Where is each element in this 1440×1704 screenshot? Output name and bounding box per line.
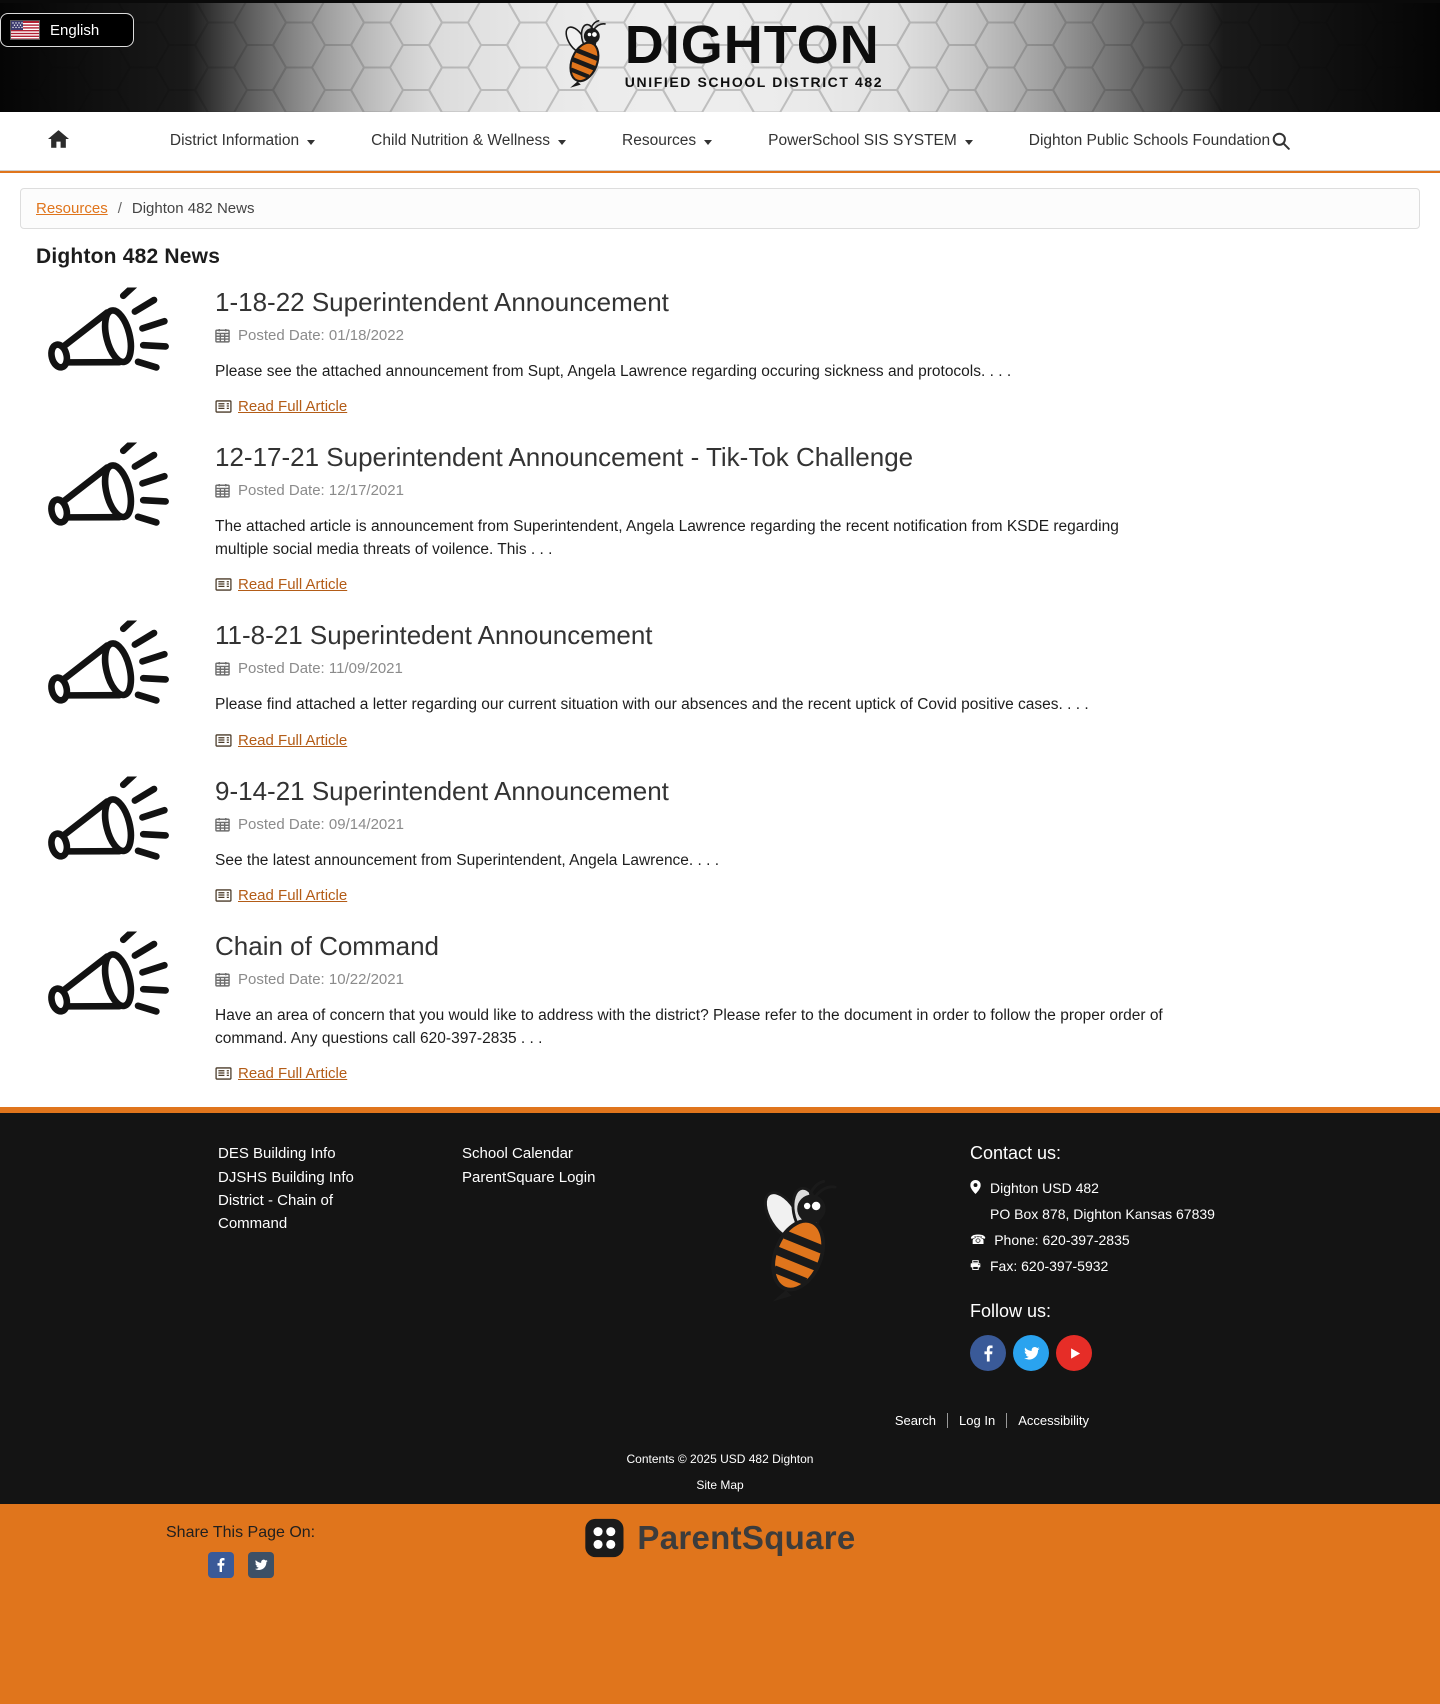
contact-phone-line <box>970 1230 1400 1251</box>
main-navigation <box>0 112 1440 170</box>
footer-link-des-building[interactable]: DES Building Info <box>218 1145 336 1163</box>
posted-date-text: Posted Date: 11/09/2021 <box>238 660 403 678</box>
copyright-text: Contents © 2025 USD 482 Dighton <box>626 1452 814 1467</box>
contact-district: Dighton USD 482 <box>990 1180 1099 1197</box>
article-posted-date <box>215 816 1380 833</box>
contact-fax: Fax: 620-397-5932 <box>990 1258 1109 1275</box>
article-body <box>215 434 1440 596</box>
site-map-link[interactable]: Site Map <box>696 1478 744 1493</box>
article-excerpt: The attached article is announcement from Superintendent, Angela Lawrence regarding the recent notification from KSDE regarding multiple social media threats of voilence. This . . . <box>215 518 1119 558</box>
article-posted-date <box>215 971 1380 988</box>
twitter-icon <box>1023 1345 1040 1362</box>
read-full-article-link[interactable] <box>215 887 347 904</box>
article-excerpt: Please see the attached announcement from Supt, Angela Lawrence regarding occuring sickness and protocols. . . . <box>215 363 1012 380</box>
newspaper-icon <box>215 1067 232 1080</box>
nav-item-powerschool[interactable] <box>768 132 973 150</box>
article-title[interactable]: 1-18-22 Superintendent Announcement <box>215 287 669 317</box>
calendar-icon <box>215 972 230 987</box>
share-label: Share This Page On: <box>166 1524 316 1542</box>
read-link-text: Read Full Article <box>238 576 348 594</box>
article-excerpt: See the latest announcement from Superintendent, Angela Lawrence. . . . <box>215 851 720 869</box>
home-button[interactable] <box>48 130 69 153</box>
article-posted-date <box>215 327 1380 344</box>
chevron-down-icon <box>704 140 712 145</box>
read-full-article-link[interactable] <box>215 398 347 415</box>
page-title: Dighton 482 News <box>36 245 221 268</box>
article-title[interactable]: 12-17-21 Superintendent Announcement - Tik-Tok Challenge <box>215 442 914 473</box>
article-posted-date <box>215 660 1380 677</box>
footer-utility-links <box>0 1413 1440 1428</box>
chevron-down-icon <box>965 140 973 145</box>
follow-heading: Follow us: <box>970 1301 1052 1322</box>
logo-subtitle: UNIFIED SCHOOL DISTRICT 482 <box>624 74 884 91</box>
calendar-icon <box>215 661 230 676</box>
share-icons <box>166 1552 315 1578</box>
nav-item-label: PowerSchool SIS SYSTEM <box>768 132 957 149</box>
megaphone-icon <box>0 279 215 418</box>
news-list <box>0 279 1440 1107</box>
newspaper-icon <box>215 400 232 413</box>
language-selector[interactable] <box>0 13 134 47</box>
article-excerpt: Have an area of concern that you would like to address with the district? Please refer to the document in order to follow the proper order of command. Any questions call 620-397-2835 . . . <box>215 1007 1163 1047</box>
news-article <box>0 923 1440 1085</box>
logo-title: DIGHTON <box>624 14 880 75</box>
footer-login-link[interactable]: Log In <box>948 1413 1007 1428</box>
search-icon <box>1272 132 1290 150</box>
footer-hornet-mascot <box>632 1143 970 1311</box>
footer-quick-links <box>218 1143 368 1236</box>
article-title[interactable]: 11-8-21 Superintedent Announcement <box>215 620 653 651</box>
contact-phone: Phone: 620-397-2835 <box>994 1232 1130 1249</box>
nav-item-label: District Information <box>169 132 300 149</box>
breadcrumb-resources-link[interactable]: Resources <box>36 200 108 217</box>
hornet-mascot-icon <box>557 11 615 102</box>
nav-item-label: Child Nutrition & Wellness <box>371 132 551 149</box>
footer-link-parentsquare-login[interactable]: ParentSquare Login <box>462 1168 596 1186</box>
facebook-icon <box>984 1345 993 1362</box>
footer-accessibility-link[interactable]: Accessibility <box>1018 1413 1089 1429</box>
phone-icon: ☎ <box>970 1232 987 1248</box>
footer-search-link[interactable]: Search <box>884 1413 948 1428</box>
footer-columns <box>0 1143 1440 1371</box>
bottom-share-bar <box>0 1504 1440 1704</box>
contact-heading: Contact us: <box>970 1143 1062 1164</box>
calendar-icon <box>215 817 230 832</box>
megaphone-icon <box>0 434 215 596</box>
read-full-article-link[interactable] <box>215 732 347 749</box>
breadcrumb <box>20 188 1420 229</box>
search-button[interactable] <box>1272 132 1290 155</box>
article-excerpt: Please find attached a letter regarding our current situation with our absences and the recent uptick of Covid positive cases. . . . <box>215 696 1089 714</box>
contact-address: PO Box 878, Dighton Kansas 67839 <box>990 1206 1215 1223</box>
us-flag-icon <box>11 21 39 39</box>
article-body <box>215 279 1440 418</box>
nav-item-resources[interactable] <box>622 132 712 150</box>
news-article <box>0 768 1440 907</box>
home-icon <box>48 130 69 148</box>
twitter-icon <box>254 1558 268 1572</box>
megaphone-icon <box>0 768 215 907</box>
logo-text <box>624 14 884 91</box>
breadcrumb-separator: / <box>117 200 122 217</box>
location-icon <box>970 1180 982 1194</box>
news-article <box>0 434 1440 596</box>
hornet-mascot-icon <box>749 1171 853 1311</box>
posted-date-text: Posted Date: 01/18/2022 <box>238 327 404 344</box>
parentsquare-wordmark: ParentSquare <box>637 1519 856 1557</box>
footer-resource-links <box>462 1143 632 1190</box>
posted-date-text: Posted Date: 12/17/2021 <box>238 482 404 500</box>
footer-contact <box>970 1143 1440 1371</box>
nav-item-child-nutrition[interactable] <box>371 132 566 150</box>
chevron-down-icon <box>558 140 566 145</box>
chevron-down-icon <box>307 140 315 145</box>
posted-date-text: Posted Date: 10/22/2021 <box>238 971 404 989</box>
calendar-icon <box>215 483 230 498</box>
read-link-text: Read Full Article <box>238 887 348 905</box>
read-link-text: Read Full Article <box>238 731 348 749</box>
article-posted-date <box>215 482 1380 499</box>
article-title[interactable]: Chain of Command <box>215 931 439 962</box>
newspaper-icon <box>215 889 232 902</box>
contact-fax-line <box>970 1256 1400 1277</box>
social-links <box>970 1335 1400 1371</box>
news-article <box>0 612 1440 751</box>
facebook-button[interactable] <box>970 1335 1006 1371</box>
calendar-icon <box>215 328 230 343</box>
breadcrumb-current: Dighton 482 News <box>131 200 255 217</box>
district-logo[interactable] <box>0 0 1440 112</box>
nav-item-label: Resources <box>622 132 697 149</box>
newspaper-icon <box>215 734 232 747</box>
facebook-icon <box>217 1558 225 1572</box>
article-body <box>215 923 1440 1085</box>
megaphone-icon <box>0 612 215 751</box>
nav-item-foundation[interactable] <box>1029 132 1270 150</box>
share-facebook-button[interactable] <box>208 1552 234 1578</box>
article-body <box>215 768 1440 907</box>
contact-district-line <box>970 1178 1400 1199</box>
fax-icon <box>970 1258 982 1272</box>
accent-divider <box>0 170 1440 173</box>
nav-item-district-information[interactable] <box>170 132 315 150</box>
share-twitter-button[interactable] <box>248 1552 274 1578</box>
news-article <box>0 279 1440 418</box>
nav-item-label: Dighton Public Schools Foundation <box>1028 132 1271 149</box>
twitter-button[interactable] <box>1013 1335 1049 1371</box>
newspaper-icon <box>215 578 232 591</box>
read-full-article-link[interactable] <box>215 1065 347 1082</box>
megaphone-icon <box>0 923 215 1085</box>
site-header <box>0 0 1440 112</box>
share-block <box>166 1524 315 1578</box>
footer-link-chain-of-command[interactable]: District - Chain of Command <box>218 1192 334 1232</box>
read-link-text: Read Full Article <box>238 1065 348 1083</box>
posted-date-text: Posted Date: 09/14/2021 <box>238 815 404 833</box>
footer-link-djshs-building[interactable]: DJSHS Building Info <box>218 1168 354 1186</box>
footer-link-school-calendar[interactable]: School Calendar <box>462 1145 573 1163</box>
read-link-text: Read Full Article <box>238 398 348 416</box>
site-footer <box>0 1107 1440 1504</box>
parentsquare-icon <box>584 1518 624 1558</box>
youtube-button[interactable] <box>1056 1335 1092 1371</box>
parentsquare-brand[interactable] <box>584 1518 855 1558</box>
youtube-icon <box>1066 1345 1083 1362</box>
read-full-article-link[interactable] <box>215 576 347 593</box>
language-label: English <box>50 21 100 39</box>
article-title[interactable]: 9-14-21 Superintendent Announcement <box>215 775 669 806</box>
article-body <box>215 612 1440 751</box>
